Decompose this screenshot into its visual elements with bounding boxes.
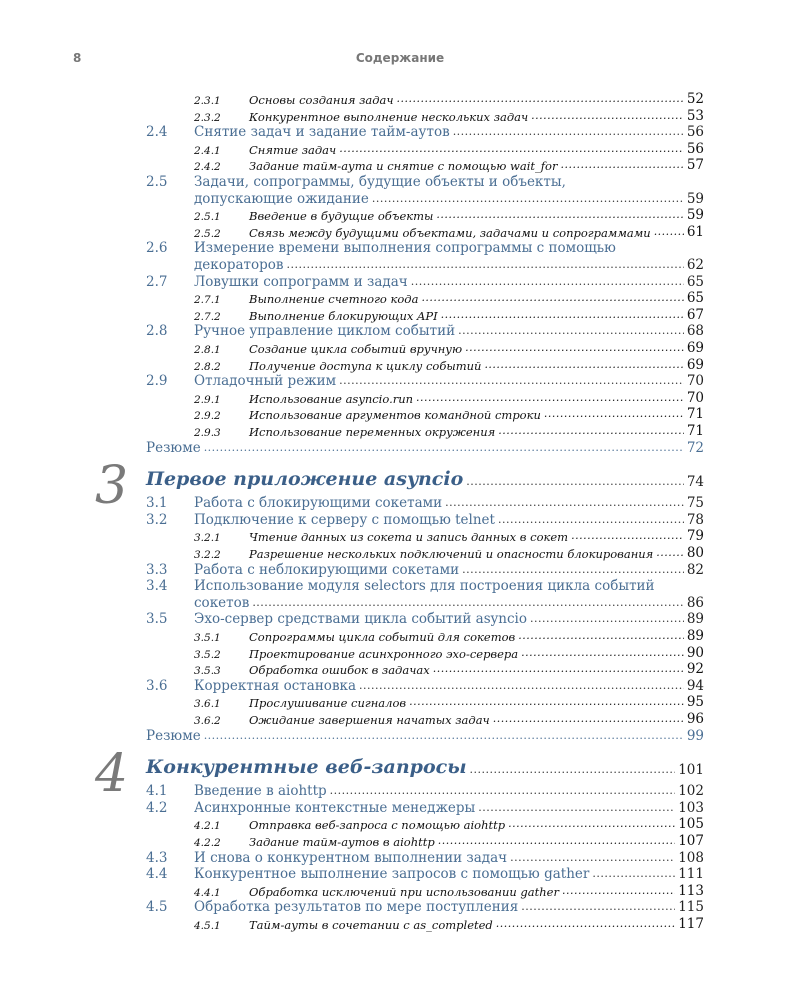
toc-page-number: 105 — [678, 816, 704, 833]
toc-page-number: 72 — [686, 439, 704, 456]
toc-section-row[interactable] — [146, 511, 704, 528]
toc-title: Тайм-ауты в сочетании с as_completed — [249, 918, 493, 932]
toc-title: Ожидание завершения начатых задач — [249, 713, 490, 727]
toc-page-number: 70 — [686, 389, 704, 406]
toc-number: 2.4 — [146, 124, 168, 141]
dot-leader — [372, 193, 684, 207]
toc-number: 2.3.1 — [194, 95, 221, 107]
toc-section-row[interactable] — [146, 577, 704, 594]
toc-title: Резюме — [146, 727, 201, 744]
toc-page-number: 89 — [686, 611, 704, 628]
toc-page-number: 56 — [686, 140, 704, 157]
dot-leader — [411, 276, 684, 290]
dot-leader — [465, 342, 684, 356]
dot-leader — [421, 292, 683, 306]
toc-page-number: 57 — [686, 157, 704, 174]
dot-leader — [656, 547, 684, 561]
toc-page-number: 82 — [686, 561, 704, 578]
toc-page-number: 69 — [686, 340, 704, 356]
toc-subsection-row[interactable] — [146, 422, 704, 439]
toc-page-number: 71 — [686, 406, 704, 423]
toc-number: 2.8.1 — [194, 344, 221, 356]
toc-title: Обработка результатов по мере поступления — [194, 899, 519, 916]
toc-number: 3.6 — [146, 677, 168, 694]
toc-title: Обработка исключений при использовании gather — [249, 884, 559, 899]
toc-page-number: 95 — [686, 694, 704, 711]
dot-leader — [484, 359, 683, 373]
toc-section-row[interactable] — [146, 561, 704, 578]
dot-leader — [416, 392, 684, 406]
toc-number: 2.4.1 — [194, 144, 221, 157]
dot-leader — [562, 885, 675, 899]
toc-title: Создание цикла событий вручную — [249, 342, 463, 356]
toc-page-number: 59 — [686, 190, 704, 207]
dot-leader — [592, 868, 675, 882]
toc-section-row[interactable] — [146, 239, 704, 256]
dot-leader — [287, 259, 684, 273]
toc-summary-row[interactable] — [146, 727, 704, 744]
toc-title: Выполнение счетного кода — [249, 292, 419, 307]
toc-page-number: 59 — [686, 207, 704, 224]
dot-leader — [530, 613, 684, 627]
toc-page-number: 89 — [686, 628, 704, 644]
toc-section-row[interactable] — [146, 677, 704, 694]
toc-title: Конкурентное выполнение запросов с помощью gather — [194, 866, 590, 883]
toc-subsection-row[interactable] — [146, 206, 704, 223]
page-number: 8 — [73, 51, 82, 65]
toc-page-number: 75 — [686, 495, 704, 512]
dot-leader — [571, 530, 684, 544]
toc-section-row[interactable] — [146, 610, 704, 627]
toc-page-number: 71 — [686, 423, 704, 439]
toc-number: 2.5 — [146, 174, 168, 190]
dot-leader — [458, 325, 684, 339]
toc-title: Задачи, сопрограммы, будущие объекты и объекты, — [194, 174, 566, 190]
running-header: Содержание — [355, 51, 445, 65]
toc-section-row[interactable] — [146, 322, 704, 339]
toc-section-row[interactable] — [146, 173, 704, 190]
toc-title: Конкурентные веб-запросы — [146, 756, 467, 779]
toc-title: Подключение к серверу с помощью telnet — [194, 511, 495, 528]
toc-number: 3.5.1 — [194, 632, 221, 644]
toc-section-row[interactable] — [146, 782, 704, 799]
dot-leader — [397, 93, 684, 107]
toc-page-number: 117 — [678, 916, 704, 932]
toc-title: Основы создания задач — [249, 93, 394, 107]
dot-leader — [438, 835, 676, 849]
toc-number: 4.5 — [146, 899, 168, 916]
toc-title: Сопрограммы цикла событий для сокетов — [249, 630, 516, 644]
toc-subsection-row[interactable] — [146, 90, 704, 107]
toc-title: Разрешение нескольких подключений и опасности блокирования — [249, 547, 654, 561]
toc-title: Корректная остановка — [194, 677, 357, 694]
dot-leader — [441, 309, 684, 323]
toc-title: Работа с блокирующими сокетами — [194, 495, 443, 512]
toc-page-number: 78 — [686, 511, 704, 528]
toc-subsection-row[interactable] — [146, 140, 704, 157]
dot-leader — [433, 663, 684, 677]
dot-leader — [498, 514, 684, 528]
toc-number: 2.4.2 — [194, 161, 221, 174]
toc-title: сокетов — [194, 594, 250, 611]
toc-subsection-row[interactable] — [146, 815, 704, 832]
toc-number: 3.5.3 — [194, 665, 221, 678]
dot-leader — [508, 818, 675, 832]
toc-page-number: 70 — [686, 373, 704, 390]
toc-subsection-row[interactable] — [146, 339, 704, 356]
toc-number: 2.9 — [146, 373, 168, 390]
toc-section-row[interactable] — [146, 865, 704, 882]
toc-subsection-row[interactable] — [146, 660, 704, 677]
toc-page-number: 65 — [686, 290, 704, 307]
toc-section-row[interactable] — [146, 372, 704, 389]
toc-page-number: 111 — [678, 866, 704, 883]
toc-page-number: 92 — [686, 661, 704, 678]
toc-number: 2.8.2 — [194, 360, 221, 373]
toc-title: Измерение времени выполнения сопрограммы с помощью — [194, 240, 616, 257]
toc-section-row[interactable] — [146, 494, 704, 511]
toc-subsection-row[interactable] — [146, 527, 704, 544]
dot-leader — [518, 630, 684, 644]
toc-subsection-row[interactable] — [146, 389, 704, 406]
dot-leader — [359, 680, 684, 694]
toc-number: 4.1 — [146, 783, 168, 800]
dot-leader — [453, 126, 684, 140]
toc-section-row-continued[interactable] — [146, 190, 704, 207]
toc-number: 4.4.1 — [194, 886, 221, 899]
toc-number: 3.1 — [146, 495, 168, 512]
toc-page-number: 65 — [686, 273, 704, 290]
toc-number: 3.5 — [146, 611, 168, 628]
toc-subsection-row[interactable] — [146, 710, 704, 727]
dot-leader — [204, 442, 684, 456]
toc-subsection-row[interactable] — [146, 832, 704, 849]
toc-section-row[interactable] — [146, 849, 704, 866]
toc-title: Введение в aiohttp — [194, 783, 327, 800]
dot-leader — [521, 901, 675, 915]
toc-subsection-row[interactable] — [146, 223, 704, 240]
toc-number: 4.2 — [146, 799, 168, 816]
toc-title: Использование модуля selectors для построения цикла событий — [194, 578, 655, 595]
toc-subsection-row[interactable] — [146, 405, 704, 422]
toc-title: Ловушки сопрограмм и задач — [194, 273, 408, 290]
dot-leader — [204, 730, 684, 744]
toc-title: Снятие задач и задание тайм-аутов — [194, 124, 450, 141]
toc-chapter-row[interactable] — [146, 756, 704, 778]
toc-number: 3.6.2 — [194, 715, 221, 727]
toc-page-number: 101 — [678, 762, 704, 779]
toc-number: 3.2 — [146, 511, 168, 528]
dot-leader — [339, 143, 684, 157]
toc-subsection-row[interactable] — [146, 289, 704, 306]
dot-leader — [493, 713, 684, 727]
toc-number: 3.2.2 — [194, 549, 221, 561]
toc-page-number: 99 — [686, 727, 704, 744]
dot-leader — [521, 647, 684, 661]
toc-subsection-row[interactable] — [146, 306, 704, 323]
toc-page-number: 108 — [678, 849, 704, 866]
toc-section-row-continued[interactable] — [146, 256, 704, 273]
toc-number: 2.7.1 — [194, 294, 221, 307]
toc-title: Снятие задач — [249, 142, 337, 157]
toc-page-number: 62 — [686, 257, 704, 273]
toc-page-number: 90 — [686, 644, 704, 661]
toc-title: допускающие ожидание — [194, 190, 369, 207]
toc-number: 4.5.1 — [194, 920, 221, 932]
toc-title: Работа с неблокирующими сокетами — [194, 561, 460, 578]
toc-title: Отправка веб-запроса с помощью aiohttp — [249, 818, 506, 833]
toc-section-row[interactable] — [146, 123, 704, 140]
toc-number: 2.9.3 — [194, 427, 221, 439]
dot-leader — [409, 696, 684, 710]
toc-page-number: 96 — [686, 711, 704, 727]
dot-leader — [654, 226, 684, 240]
dot-leader — [496, 918, 675, 932]
toc-title: Задание тайм-аутов в aiohttp — [249, 835, 435, 849]
toc-page-number: 102 — [678, 783, 704, 800]
dot-leader — [445, 497, 684, 511]
toc-title: Конкурентное выполнение нескольких задач — [249, 109, 529, 124]
toc-number: 3.2.1 — [194, 532, 221, 545]
toc-page-number: 68 — [686, 323, 704, 340]
toc-title: И снова о конкурентном выполнении задач — [194, 849, 508, 866]
toc-page-number: 107 — [678, 833, 704, 849]
toc-title: Отладочный режим — [194, 373, 337, 390]
toc-number: 2.7 — [146, 273, 168, 290]
toc-subsection-row[interactable] — [146, 156, 704, 173]
toc-title: Введение в будущие объекты — [249, 209, 434, 224]
toc-page-number: 80 — [686, 545, 704, 561]
toc-number: 4.2.1 — [194, 820, 221, 833]
toc-title: Прослушивание сигналов — [249, 696, 407, 711]
dot-leader — [560, 159, 683, 173]
toc-title: Ручное управление циклом событий — [194, 323, 456, 340]
toc-title: Проектирование асинхронного эхо-сервера — [249, 646, 519, 661]
toc-number: 3.3 — [146, 561, 168, 578]
toc-subsection-row[interactable] — [146, 882, 704, 899]
chapter-number-large: 3 — [95, 456, 129, 517]
toc-number: 2.9.1 — [194, 393, 221, 406]
toc-page-number: 61 — [686, 223, 704, 240]
toc-number: 2.8 — [146, 323, 168, 340]
toc-title: Использование аргументов командной строки — [249, 408, 541, 423]
toc-number: 2.5.2 — [194, 227, 221, 240]
toc-number: 3.4 — [146, 578, 168, 595]
toc-title: Асинхронные контекстные менеджеры — [194, 799, 476, 816]
toc-section-row-continued[interactable] — [146, 594, 704, 611]
toc-section-row[interactable] — [146, 898, 704, 915]
toc-title: Выполнение блокирующих API — [249, 308, 438, 323]
toc-title: Получение доступа к циклу событий — [249, 358, 482, 373]
toc-section-row[interactable] — [146, 799, 704, 816]
toc-page-number: 67 — [686, 306, 704, 323]
toc-number: 2.5.1 — [194, 211, 221, 224]
toc-number: 2.7.2 — [194, 310, 221, 323]
toc-subsection-row[interactable] — [146, 356, 704, 373]
toc-title: Использование переменных окружения — [249, 425, 496, 439]
dot-leader — [531, 110, 684, 124]
toc-page-number: 69 — [686, 356, 704, 373]
toc-title: Первое приложение asyncio — [146, 468, 464, 491]
toc-title: Эхо-сервер средствами цикла событий asyncio — [194, 611, 527, 628]
toc-chapter-row[interactable] — [146, 468, 704, 490]
toc-page-number: 86 — [686, 594, 704, 611]
toc-title: Обработка ошибок в задачах — [249, 663, 430, 678]
dot-leader — [470, 764, 676, 778]
toc-page-number: 94 — [686, 677, 704, 694]
dot-leader — [478, 802, 675, 816]
toc-number: 4.2.2 — [194, 837, 221, 849]
dot-leader — [436, 209, 683, 223]
dot-leader — [252, 597, 684, 611]
toc-number: 3.5.2 — [194, 648, 221, 661]
dot-leader — [544, 408, 684, 422]
toc-summary-row[interactable] — [146, 439, 704, 456]
toc-page-number: 113 — [678, 882, 704, 899]
toc-title: Задание тайм-аута и снятие с помощью wait_for — [249, 159, 558, 174]
toc-title: декораторов — [194, 257, 284, 273]
toc-subsection-row[interactable] — [146, 107, 704, 124]
toc-title: Использование asyncio.run — [249, 391, 414, 406]
toc-title: Резюме — [146, 439, 201, 456]
toc-page-number: 74 — [686, 474, 704, 491]
toc-page-number: 56 — [686, 124, 704, 141]
toc-number: 3.6.1 — [194, 698, 221, 711]
toc-page-number: 53 — [686, 107, 704, 124]
toc-number: 4.3 — [146, 849, 168, 866]
toc-subsection-row[interactable] — [146, 915, 704, 932]
toc-subsection-row[interactable] — [146, 644, 704, 661]
toc-page-number: 52 — [686, 91, 704, 107]
toc-number: 2.3.2 — [194, 111, 221, 124]
toc-number: 2.6 — [146, 240, 168, 257]
dot-leader — [498, 425, 684, 439]
dot-leader — [466, 476, 684, 490]
toc-number: 2.9.2 — [194, 410, 221, 423]
toc-title: Связь между будущими объектами, задачами и сопрограммами — [249, 225, 651, 240]
toc-section-row[interactable] — [146, 273, 704, 290]
dot-leader — [330, 785, 676, 799]
chapter-number-large: 4 — [95, 744, 129, 805]
toc-title: Чтение данных из сокета и запись данных в сокет — [249, 530, 569, 545]
toc-page-number: 103 — [678, 799, 704, 816]
toc-subsection-row[interactable] — [146, 693, 704, 710]
toc-page-number: 115 — [678, 899, 704, 916]
dot-leader — [339, 375, 684, 389]
toc-subsection-row[interactable] — [146, 627, 704, 644]
dot-leader — [462, 564, 684, 578]
toc-page-number: 79 — [686, 528, 704, 545]
toc-number: 4.4 — [146, 866, 168, 883]
dot-leader — [510, 852, 675, 866]
toc-subsection-row[interactable] — [146, 544, 704, 561]
